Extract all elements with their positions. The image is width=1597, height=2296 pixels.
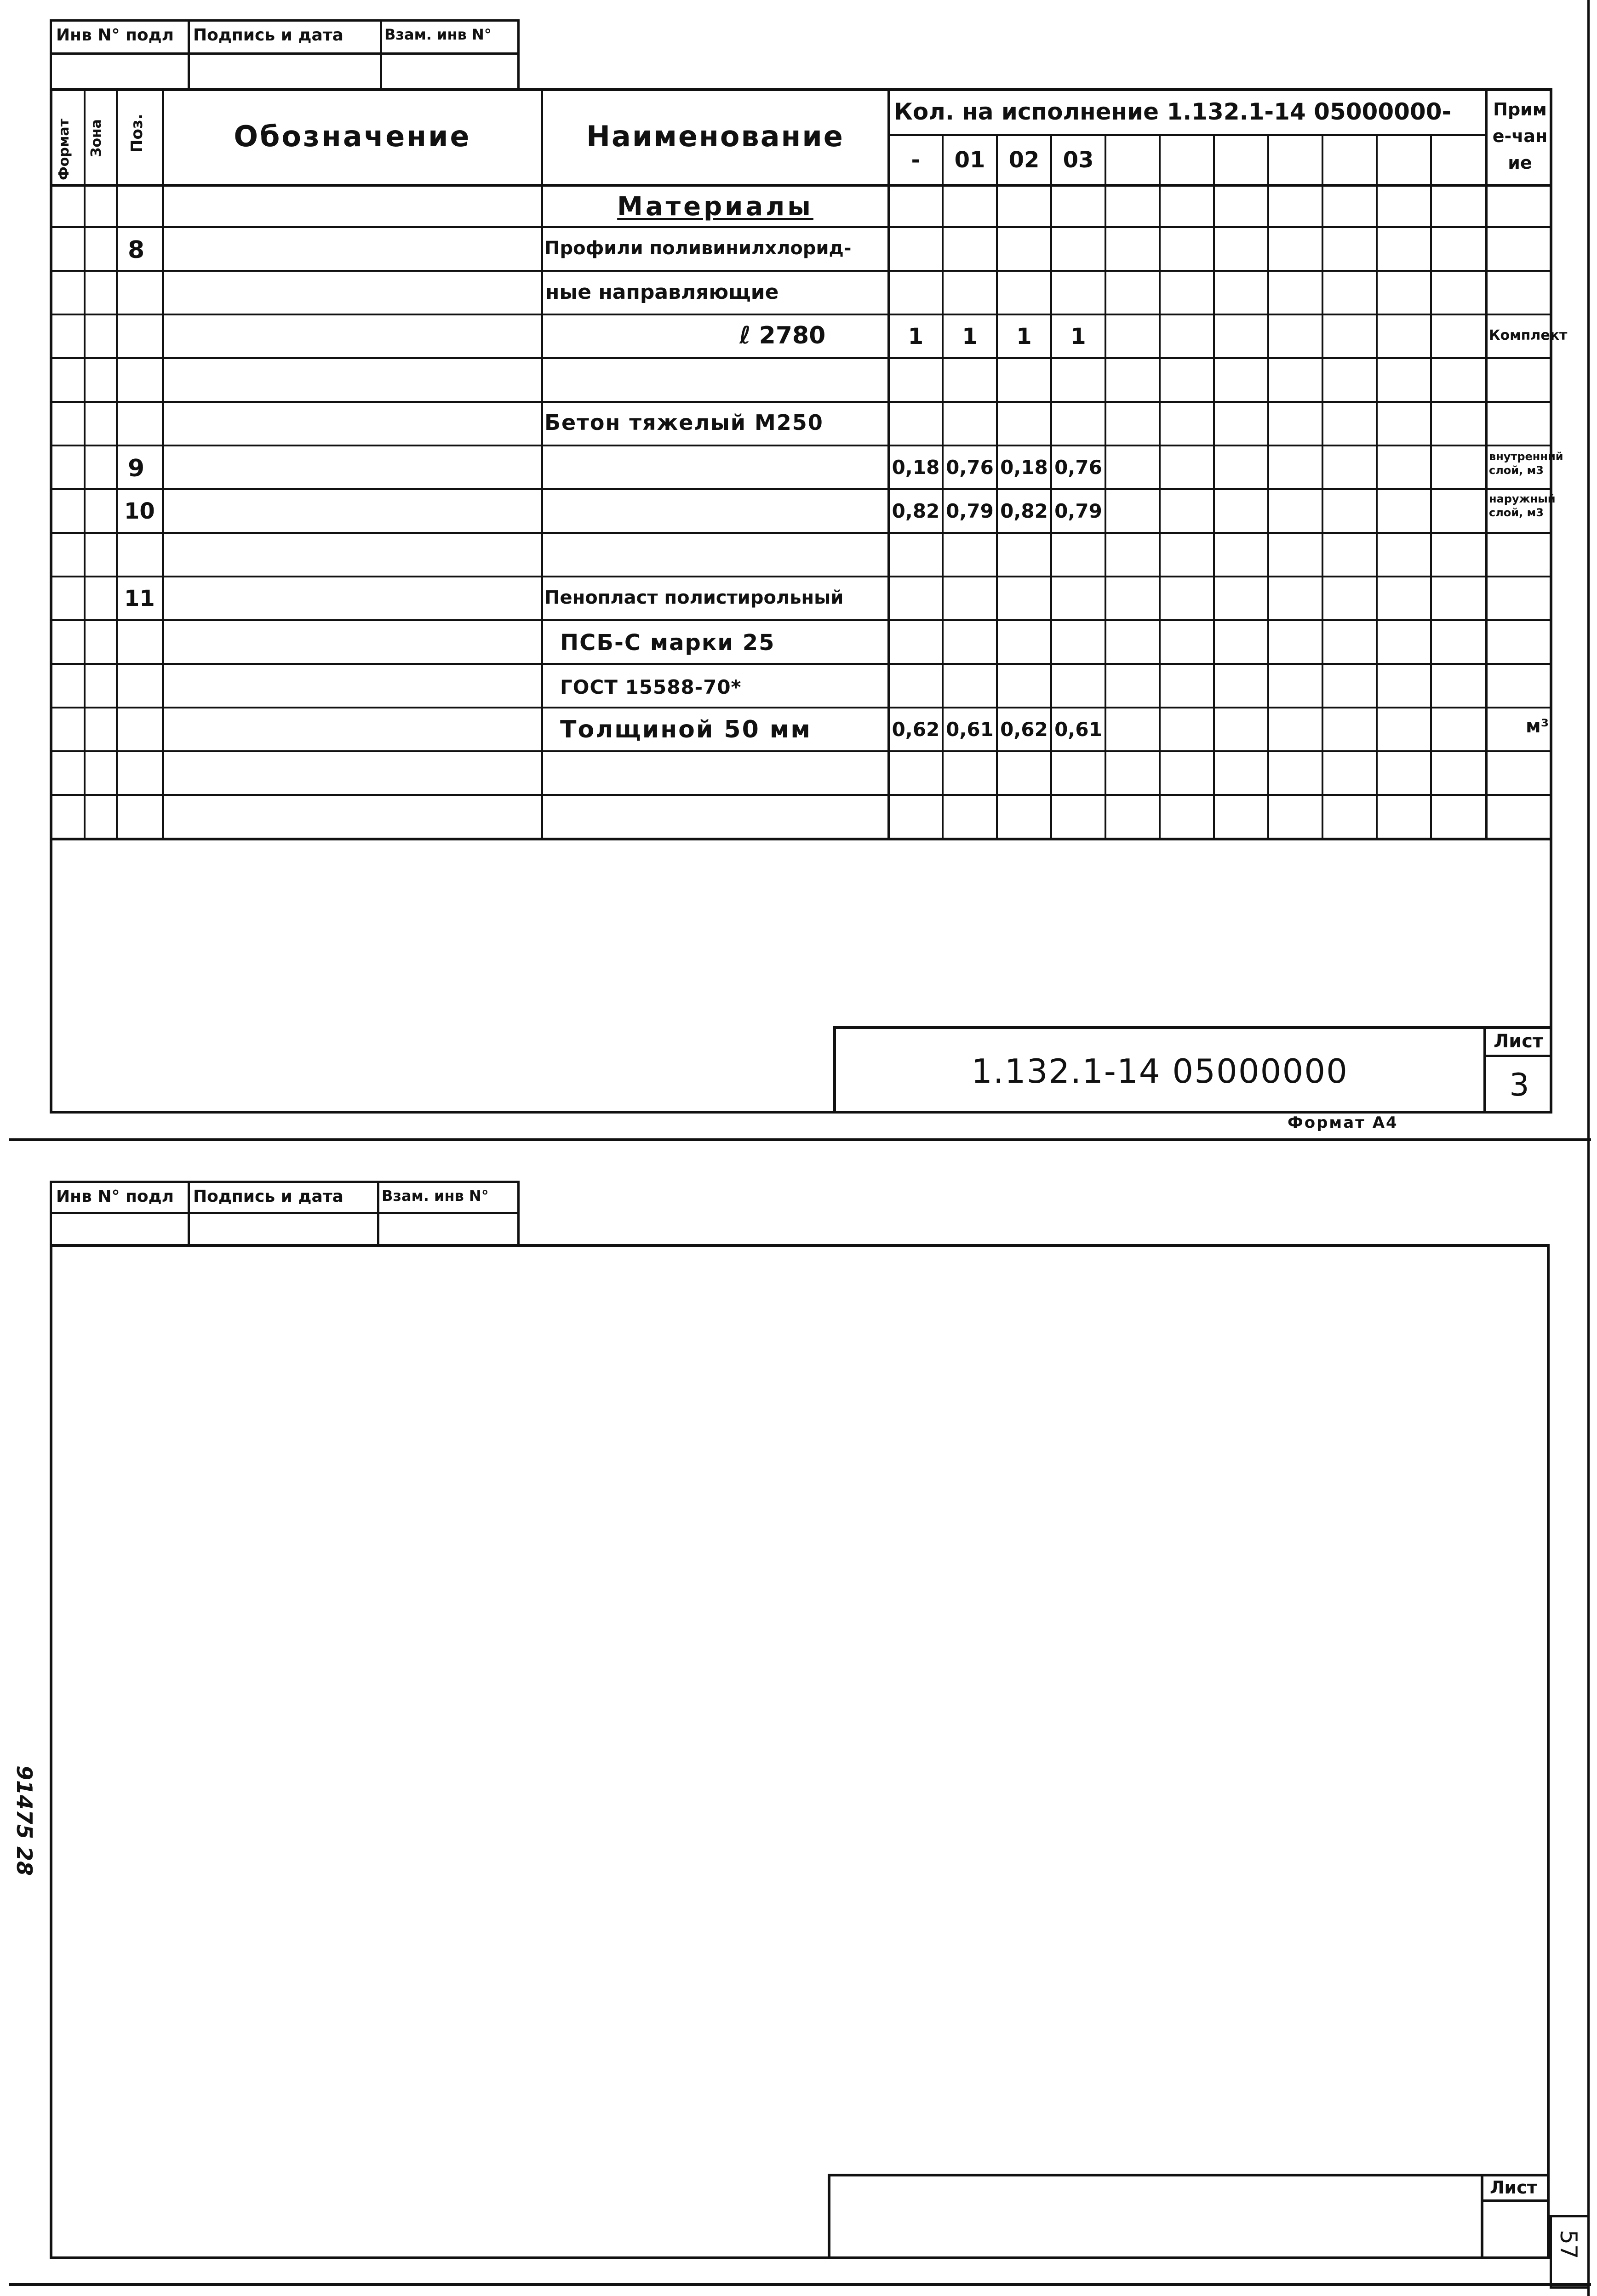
stamp-sign-label: Подпись и дата (193, 26, 343, 45)
row-name: Бетон тяжелый М250 (544, 410, 824, 435)
sheet-separator (9, 1138, 1591, 1141)
row-name: Профили поливинилхлорид- (544, 238, 852, 259)
qty-cell: 0,18 (1000, 456, 1048, 479)
qty-cell: 0,61 (1054, 718, 1102, 741)
header-name: Наименование (586, 119, 844, 153)
sheet-label: Лист (1490, 2177, 1537, 2198)
qty-cell: 0,61 (946, 718, 994, 741)
header-format: Формат (56, 119, 72, 180)
row-name: ПСБ-С марки 25 (560, 630, 775, 656)
row-name: Пенопласт полистирольный (544, 587, 844, 608)
qty-cell: 1 (962, 323, 978, 349)
stamp-replace-label: Взам. инв N° (384, 26, 492, 43)
qty-cell: 0,82 (892, 500, 940, 522)
row-note: внутренний слой, м3 (1489, 450, 1563, 477)
page-bottom-line (9, 2283, 1591, 2286)
header-designation: Обозначение (234, 119, 471, 153)
qty-cell: 0,82 (1000, 500, 1048, 522)
row-name: ℓ 2780 (739, 322, 826, 349)
header-qty-title: Кол. на исполнение 1.132.1-14 05000000- (894, 98, 1452, 125)
format-label: Формат А4 (1288, 1114, 1398, 1132)
row-name: ГОСТ 15588-70* (560, 676, 742, 698)
doc-number: 1.132.1-14 05000000 (971, 1052, 1348, 1091)
qty-cell: 1 (1070, 323, 1086, 349)
header-note: Приме-чание (1492, 99, 1548, 173)
section-title: Материалы (617, 191, 813, 222)
row-note: м³ (1526, 716, 1549, 737)
row-name: Толщиной 50 мм (560, 716, 812, 743)
sheet-label: Лист (1494, 1031, 1544, 1052)
header-pos: Поз. (128, 114, 146, 153)
qty-cell: 0,62 (1000, 718, 1048, 741)
header-zone: Зона (88, 119, 104, 157)
page-right-edge (1587, 0, 1590, 2296)
qty-cell: 0,79 (1054, 500, 1102, 522)
qty-cell: 0,79 (946, 500, 994, 522)
stamp-sign-label: Подпись и дата (193, 1187, 343, 1206)
row-pos: 9 (128, 455, 145, 482)
qty-cell: 1 (1016, 323, 1032, 349)
row-pos: 8 (128, 236, 145, 264)
qty-cell: 0,18 (892, 456, 940, 479)
qty-cell: 0,62 (892, 718, 940, 741)
page-number: 57 (1555, 2230, 1582, 2259)
stamp-replace-label: Взам. инв N° (382, 1187, 489, 1205)
title-block-bottom (828, 2174, 1550, 2259)
row-name: ные направляющие (545, 280, 779, 304)
variant-base: - (911, 147, 921, 173)
row-note: Комплект (1489, 327, 1568, 343)
qty-cell: 0,76 (1054, 456, 1102, 479)
bottom-sheet-frame (50, 1244, 1550, 2259)
stamp-inv-label: Инв N° подл (56, 1187, 174, 1206)
row-note: наружный слой, м3 (1489, 492, 1556, 519)
variant-02: 02 (1008, 147, 1040, 173)
title-block-top (833, 1026, 1552, 1114)
variant-01: 01 (954, 147, 985, 173)
margin-note: 91475 28 (12, 1765, 37, 1876)
spec-table (50, 88, 1568, 847)
top-stamp (50, 19, 520, 88)
stamp-inv-label: Инв N° подл (56, 26, 174, 45)
row-pos: 11 (124, 586, 155, 611)
qty-cell: 0,76 (946, 456, 994, 479)
variant-03: 03 (1063, 147, 1094, 173)
bottom-stamp (50, 1181, 520, 1245)
sheet-number: 3 (1509, 1067, 1529, 1103)
row-pos: 10 (124, 498, 155, 524)
qty-cell: 1 (908, 323, 924, 349)
